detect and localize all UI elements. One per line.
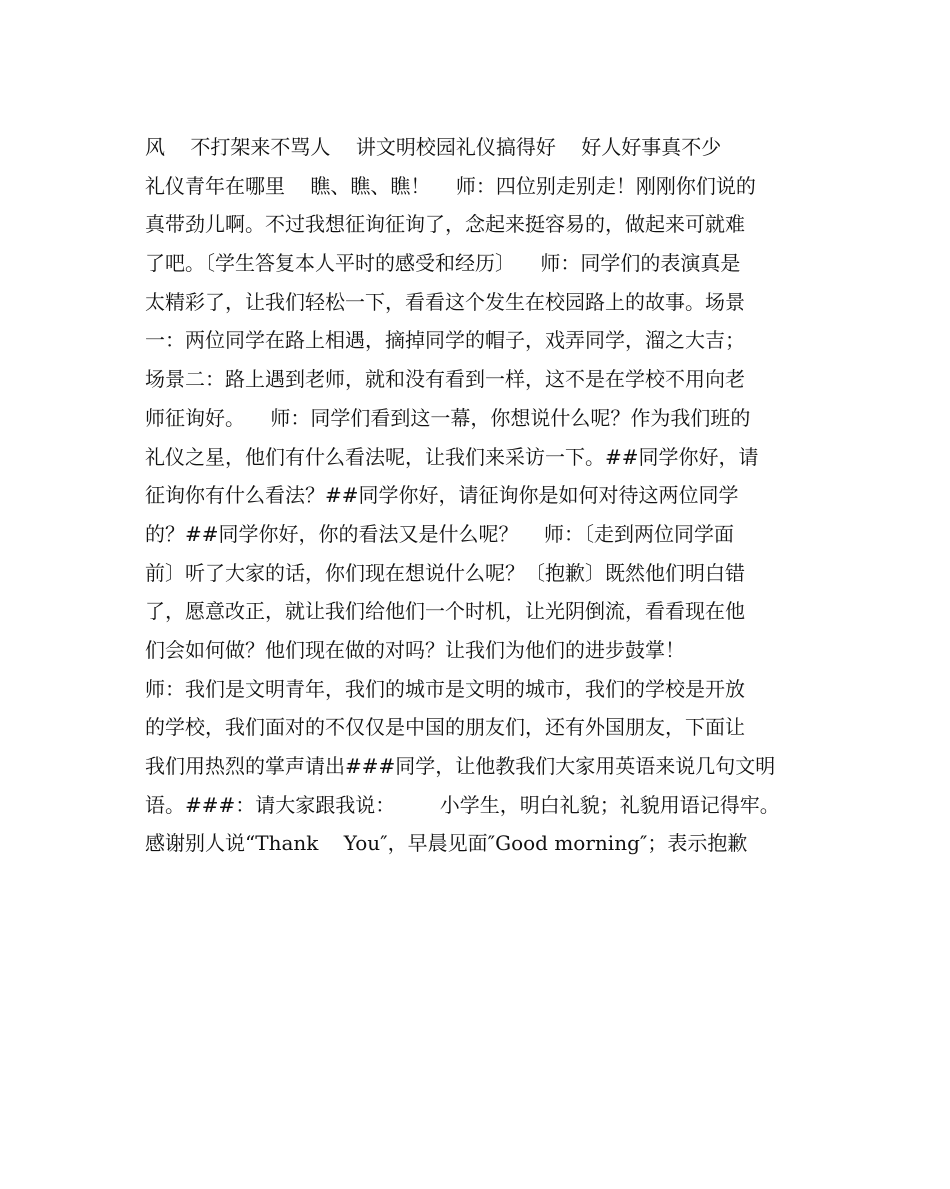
text-line: 场景二：路上遇到老师，就和没有看到一样，这不是在学校不用向老	[145, 367, 745, 392]
text-line: 了，愿意改正，就让我们给他们一个时机，让光阴倒流，看看现在他	[145, 599, 745, 624]
text-line: 礼仪青年在哪里 瞧、瞧、瞧！ 师：四位别走别走！刚刚你们说的	[145, 173, 756, 198]
text-line: 太精彩了，让我们轻松一下，看看这个发生在校园路上的故事。场景	[145, 289, 745, 314]
text-line: 师：我们是文明青年，我们的城市是文明的城市，我们的学校是开放	[145, 676, 745, 701]
text-line: 征询你有什么看法？##同学你好，请征询你是如何对待这两位同学	[145, 483, 739, 508]
text-line: 真带劲儿啊。不过我想征询征询了，念起来挺容易的，做起来可就难	[145, 212, 745, 237]
text-line: 的？##同学你好，你的看法又是什么呢？ 师：〔走到两位同学面	[145, 521, 734, 546]
text-line: 前〕听了大家的话，你们现在想说什么呢？〔抱歉〕既然他们明白错	[145, 560, 745, 585]
document-body	[145, 128, 825, 863]
text-line: 礼仪之星，他们有什么看法呢，让我们来采访一下。##同学你好，请	[145, 444, 759, 469]
text-line: 感谢别人说“Thank You″，早晨见面″Good morning″；表示抱歉	[145, 831, 748, 856]
text-line: 了吧。〔学生答复本人平时的感受和经历〕 师：同学们的表演真是	[145, 251, 741, 276]
text-line: 风 不打架来不骂人 讲文明校园礼仪搞得好 好人好事真不少	[145, 135, 722, 159]
text-line: 师征询好。 师：同学们看到这一幕，你想说什么呢？作为我们班的	[145, 405, 751, 430]
text-line: 们会如何做？他们现在做的对吗？让我们为他们的进步鼓掌！	[145, 637, 685, 662]
text-line: 语。###：请大家跟我说： 小学生，明白礼貌；礼貌用语记得牢。	[145, 792, 780, 817]
text-line: 我们用热烈的掌声请出###同学，让他教我们大家用英语来说几句文明	[145, 754, 776, 778]
text-line: 的学校，我们面对的不仅仅是中国的朋友们，还有外国朋友，下面让	[145, 715, 745, 740]
text-line: 一：两位同学在路上相遇，摘掉同学的帽子，戏弄同学，溜之大吉；	[145, 328, 745, 353]
